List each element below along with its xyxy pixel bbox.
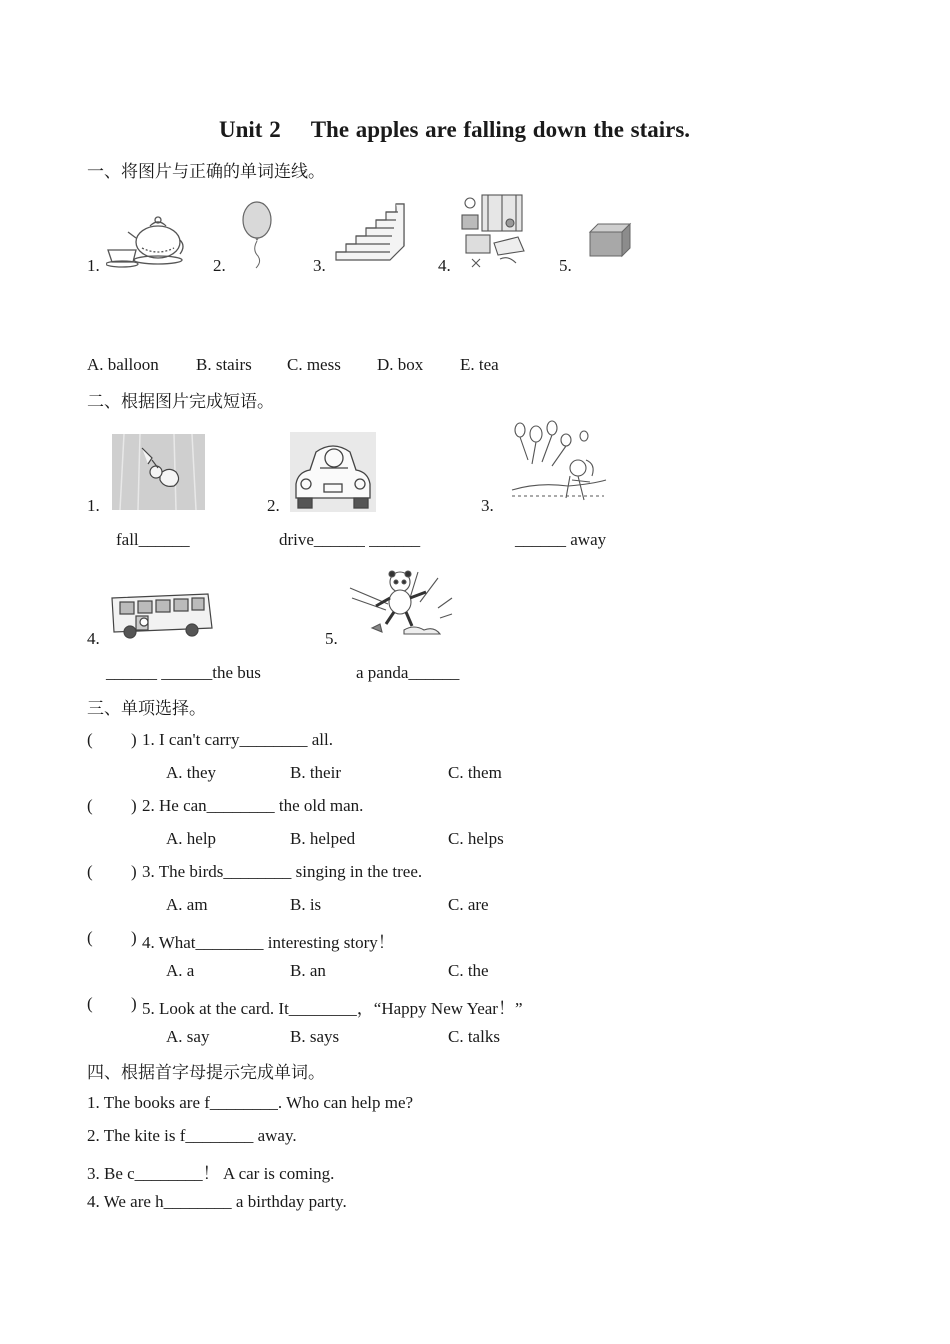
answer-bracket-open: ( (87, 730, 93, 749)
answer-bracket-close: ) (131, 796, 137, 815)
choice-b: B. says (290, 1027, 340, 1046)
fill-in-item: 2. The kite is f________ away. (87, 1126, 297, 1145)
question-text: 2. He can________ the old man. (142, 796, 364, 815)
unit-label: Unit 2 (219, 117, 281, 142)
choice-b: B. their (290, 763, 341, 782)
choice-c: C. the (448, 961, 489, 980)
choice-b: B. is (290, 895, 322, 914)
choice-c: C. them (448, 763, 502, 782)
option-box: D. box (377, 355, 424, 374)
fill-in-item: 3. Be c________！ A car is coming. (87, 1164, 335, 1183)
section3-heading: 三、单项选择。 (87, 699, 206, 719)
picture-number: 2. (213, 256, 226, 275)
choice-a: A. am (166, 895, 208, 914)
stairs-icon (334, 200, 406, 262)
question-text: 1. I can't carry________ all. (142, 730, 333, 749)
fill-in-item: 4. We are h________ a birthday party. (87, 1192, 347, 1211)
falling-person-icon (112, 434, 205, 510)
section4-heading: 四、根据首字母提示完成单词。 (87, 1063, 325, 1083)
picture-number: 5. (559, 256, 572, 275)
answer-bracket-close: ) (131, 730, 137, 749)
choice-c: C. are (448, 895, 489, 914)
mess-icon (458, 193, 528, 271)
unit-title: The apples are falling down the stairs. (310, 117, 691, 142)
picture-number: 4. (87, 629, 100, 648)
choice-c: C. talks (448, 1027, 500, 1046)
fill-in-item: 1. The books are f________. Who can help me? (87, 1093, 414, 1112)
picture-number: 1. (87, 496, 100, 515)
choice-a: A. say (166, 1027, 210, 1046)
answer-bracket-open: ( (87, 862, 93, 881)
phrase-fall: fall______ (116, 530, 190, 549)
phrase-panda: a panda______ (356, 663, 460, 682)
answer-bracket-close: ) (131, 994, 137, 1013)
option-tea: E. tea (460, 355, 499, 374)
option-balloon: A. balloon (87, 355, 159, 374)
flying-panda-icon (348, 568, 454, 646)
answer-bracket-open: ( (87, 928, 93, 947)
choice-a: A. help (166, 829, 217, 848)
answer-bracket-open: ( (87, 994, 93, 1013)
answer-bracket-close: ) (131, 928, 137, 947)
balloons-flying-icon (508, 420, 608, 510)
phrase-drive: drive______ ______ (279, 530, 421, 549)
option-mess: C. mess (287, 355, 341, 374)
bus-icon (108, 590, 214, 642)
picture-number: 2. (267, 496, 280, 515)
choice-c: C. helps (448, 829, 504, 848)
picture-number: 5. (325, 629, 338, 648)
option-stairs: B. stairs (196, 355, 252, 374)
question-text: 3. The birds________ singing in the tree. (142, 862, 423, 881)
picture-number: 3. (313, 256, 326, 275)
phrase-bus: ______ ______the bus (106, 663, 261, 682)
box-icon (588, 222, 632, 258)
answer-bracket-close: ) (131, 862, 137, 881)
answer-bracket-open: ( (87, 796, 93, 815)
section1-heading: 一、将图片与正确的单词连线。 (87, 162, 325, 182)
picture-number: 1. (87, 256, 100, 275)
teapot-icon (106, 212, 186, 268)
page-title (219, 117, 690, 143)
picture-number: 4. (438, 256, 451, 275)
section2-heading: 二、根据图片完成短语。 (87, 392, 274, 412)
choice-b: B. an (290, 961, 326, 980)
choice-a: A. a (166, 961, 195, 980)
choice-a: A. they (166, 763, 217, 782)
choice-b: B. helped (290, 829, 356, 848)
balloon-icon (240, 200, 274, 270)
phrase-away: ______ away (515, 530, 607, 549)
car-driver-icon (290, 432, 376, 512)
picture-number: 3. (481, 496, 494, 515)
question-text: 4. What________ interesting story！ (142, 933, 395, 952)
question-text: 5. Look at the card. It________，“Happy New Year！” (142, 999, 523, 1018)
